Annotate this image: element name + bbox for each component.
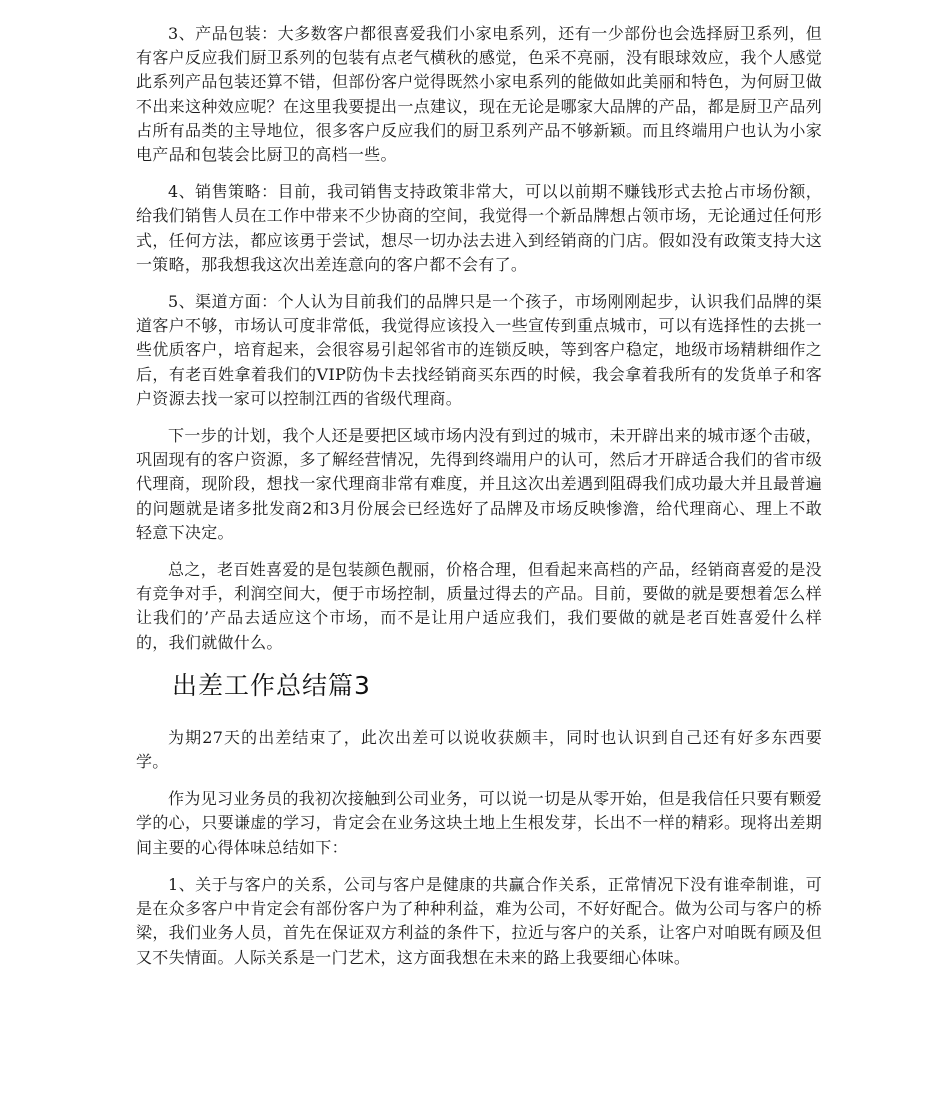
paragraph-trainee-intro: 作为见习业务员的我初次接触到公司业务，可以说一切是从零开始，但是我信任只要有颗爱学的心，只要谦虚的学习，肯定会在业务这块土地上生根发芽，长出不一样的精彩。现将出差期间主要的心得体味总结如下： xyxy=(136,789,822,857)
paragraph-sales-strategy: 4、销售策略：目前，我司销售支持政策非常大，可以以前期不赚钱形式去抢占市场份额，给我们销售人员在工作中带来不少协商的空间，我觉得一个新品牌想占领市场，无论通过任何形式，任何方法，都应该勇于尝试，想尽一切办法去进入到经销商的门店。假如没有政策支持大这一策略，那我想我这次出差连意向的客户都不会有了。 xyxy=(136,182,822,274)
paragraph-next-plan: 下一步的计划，我个人还是要把区域市场内没有到过的城市，未开辟出来的城市逐个击破，巩固现有的客户资源，多了解经营情况，先得到终端用户的认可，然后才开辟适合我们的省市级代理商，现阶段，想找一家代理商非常有难度，并且这次出差遇到阻碍我们成功最大并且最普遍的问题就是诸多批发商2和3月份展会已经选好了品牌及市场反映惨澹，给代理商心、理上不敢轻意下决定。 xyxy=(136,426,822,542)
paragraph-trip-intro: 为期27天的出差结束了，此次出差可以说收获颇丰，同时也认识到自己还有好多东西要学。 xyxy=(136,727,822,772)
paragraph-packaging: 3、产品包装：大多数客户都很喜爱我们小家电系列，还有一少部份也会选择厨卫系列，但有客户反应我们厨卫系列的包装有点老气横秋的感觉，色采不亮丽，没有眼球效应，我个人感觉此系列产品包装还算不错，但部份客户觉得既然小家电系列的能做如此美丽和特色，为何厨卫做不出来这种效应呢？在这里我要提出一点建议，现在无论是哪家大品牌的产品，都是厨卫产品列占所有品类的主导地位，很多客户反应我们的厨卫系列产品不够新颖。而且终端用户也认为小家电产品和包装会比厨卫的高档一些。 xyxy=(136,24,822,165)
section-heading: 出差工作总结篇3 xyxy=(172,670,371,700)
document-body xyxy=(136,22,822,983)
paragraph-customer-relations: 1、关于与客户的关系，公司与客户是健康的共赢合作关系，正常情况下没有谁牵制谁，可是在众多客户中肯定会有部份客户为了种种利益，难为公司，不好好配合。做为公司与客户的桥梁，我们业务人员，首先在保证双方利益的条件下，拉近与客户的关系，让客户对咱既有顾及但又不失情面。人际关系是一门艺术，这方面我想在未来的路上我要细心体味。 xyxy=(136,874,822,967)
paragraph-conclusion: 总之，老百姓喜爱的是包装颜色靓丽，价格合理，但看起来高档的产品，经销商喜爱的是没有竞争对手，利润空间大，便于市场控制，质量过得去的产品。目前，要做的就是要想着怎么样让我们的’产品去适应这个市场，而不是让用户适应我们，我们要做的就是老百姓喜爱什么样的，我们就做什么。 xyxy=(136,560,822,652)
paragraph-channels: 5、渠道方面：个人认为目前我们的品牌只是一个孩子，市场刚刚起步，认识我们品牌的渠道客户不够，市场认可度非常低，我觉得应该投入一些宣传到重点城市，可以有选择性的去挑一些优质客户，培育起来，会很容易引起邻省市的连锁反映，等到客户稳定，地级市场精耕细作之后，有老百姓拿着我们的VIP防伪卡去找经销商买东西的时候，我会拿着我所有的发货单子和客户资源去找一家可以控制江西的省级代理商。 xyxy=(136,292,822,408)
